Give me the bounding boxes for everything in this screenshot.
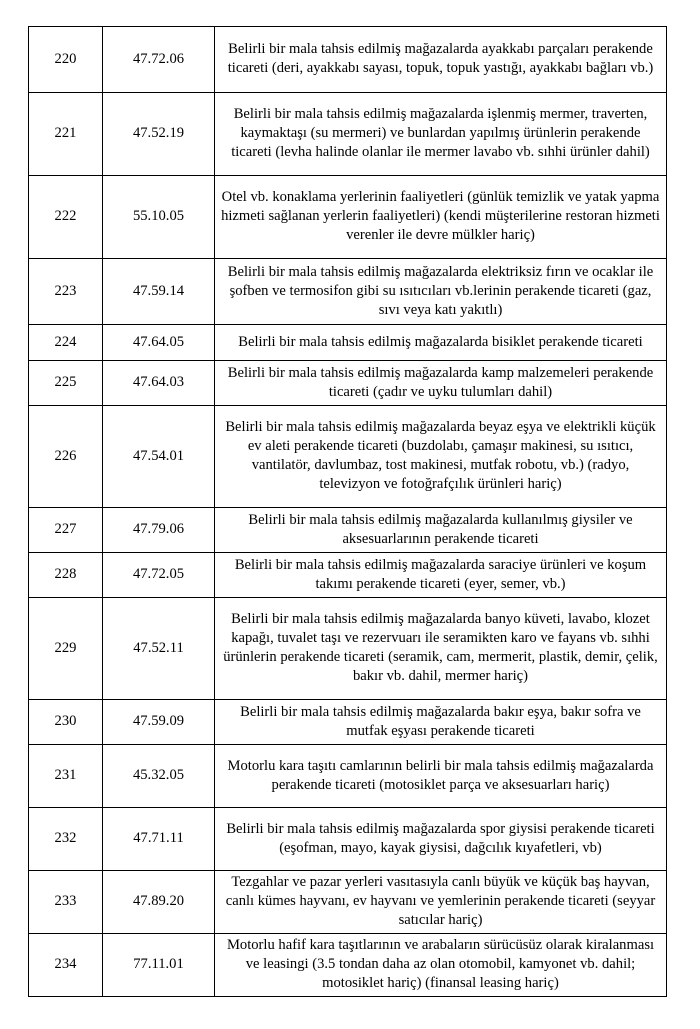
- activity-code: 47.59.14: [103, 259, 215, 325]
- table-row: [29, 93, 667, 176]
- table-row: [29, 176, 667, 259]
- activity-description: Belirli bir mala tahsis edilmiş mağazalarda ayakkabı parçaları perakende ticareti (deri, ayakkabı sayası, topuk, topuk yastığı, ayakkabı bağları vb.): [215, 27, 667, 93]
- activity-description: Belirli bir mala tahsis edilmiş mağazalarda kamp malzemeleri perakende ticareti (çadır ve uyku tulumları dahil): [215, 361, 667, 406]
- activity-description: Belirli bir mala tahsis edilmiş mağazalarda işlenmiş mermer, traverten, kaymaktaşı (su mermeri) ve bunlardan yapılmış ürünlerin perakende ticareti (levha halinde olanlar ile mermer lavabo vb. sıhhi ürünler dahil): [215, 93, 667, 176]
- activity-code: 47.64.03: [103, 361, 215, 406]
- row-number: 228: [29, 553, 103, 598]
- row-number: 227: [29, 508, 103, 553]
- activity-description: Belirli bir mala tahsis edilmiş mağazalarda elektriksiz fırın ve ocaklar ile şofben ve termosifon gibi su ısıtıcıları vb.lerinin perakende ticareti (gaz, sıvı veya katı yakıtlı): [215, 259, 667, 325]
- activity-description: Belirli bir mala tahsis edilmiş mağazalarda beyaz eşya ve elektrikli küçük ev aleti perakende ticareti (buzdolabı, çamaşır makinesi, su ısıtıcı, vantilatör, davlumbaz, tost makinesi, mutfak robotu, vb.) (radyo, televizyon ve fotoğrafçılık ürünleri hariç): [215, 406, 667, 508]
- activity-description: Otel vb. konaklama yerlerinin faaliyetleri (günlük temizlik ve yatak yapma hizmeti sağlanan yerlerin faaliyetleri) (kendi müşterilerine restoran hizmeti verenler ile devre mülkler hariç): [215, 176, 667, 259]
- activity-description: Belirli bir mala tahsis edilmiş mağazalarda bisiklet perakende ticareti: [215, 325, 667, 361]
- row-number: 233: [29, 871, 103, 934]
- table-row: [29, 700, 667, 745]
- row-number: 229: [29, 598, 103, 700]
- row-number: 221: [29, 93, 103, 176]
- activity-code: 47.52.11: [103, 598, 215, 700]
- activity-code-table: [28, 26, 667, 997]
- row-number: 223: [29, 259, 103, 325]
- table-row: [29, 508, 667, 553]
- activity-code: 47.54.01: [103, 406, 215, 508]
- row-number: 220: [29, 27, 103, 93]
- row-number: 224: [29, 325, 103, 361]
- table-row: [29, 598, 667, 700]
- activity-description: Belirli bir mala tahsis edilmiş mağazalarda bakır eşya, bakır sofra ve mutfak eşyası perakende ticareti: [215, 700, 667, 745]
- activity-code: 47.89.20: [103, 871, 215, 934]
- table-row: [29, 745, 667, 808]
- activity-code: 47.79.06: [103, 508, 215, 553]
- row-number: 226: [29, 406, 103, 508]
- activity-description: Belirli bir mala tahsis edilmiş mağazalarda spor giysisi perakende ticareti (eşofman, mayo, kayak giysisi, dağcılık kıyafetleri, vb): [215, 808, 667, 871]
- activity-code: 45.32.05: [103, 745, 215, 808]
- table-row: [29, 27, 667, 93]
- activity-code: 47.64.05: [103, 325, 215, 361]
- activity-code: 47.72.05: [103, 553, 215, 598]
- table-row: [29, 934, 667, 997]
- row-number: 222: [29, 176, 103, 259]
- table-body: [29, 27, 667, 997]
- activity-description: Tezgahlar ve pazar yerleri vasıtasıyla canlı büyük ve küçük baş hayvan, canlı kümes hayvanı, ev hayvanı ve yemlerinin perakende ticareti (seyyar satıcılar hariç): [215, 871, 667, 934]
- activity-description: Belirli bir mala tahsis edilmiş mağazalarda saraciye ürünleri ve koşum takımı perakende ticareti (eyer, semer, vb.): [215, 553, 667, 598]
- table-row: [29, 808, 667, 871]
- row-number: 230: [29, 700, 103, 745]
- activity-code: 47.71.11: [103, 808, 215, 871]
- activity-code: 55.10.05: [103, 176, 215, 259]
- row-number: 234: [29, 934, 103, 997]
- activity-description: Belirli bir mala tahsis edilmiş mağazalarda banyo küveti, lavabo, klozet kapağı, tuvalet taşı ve rezervuarı ile seramikten karo ve fayans vb. sıhhi ürünlerin perakende ticareti (seramik, cam, mermerit, plastik, demir, çelik, bakır vb. dahil, mermer hariç): [215, 598, 667, 700]
- row-number: 231: [29, 745, 103, 808]
- table-row: [29, 259, 667, 325]
- table-row: [29, 361, 667, 406]
- activity-description: Motorlu kara taşıtı camlarının belirli bir mala tahsis edilmiş mağazalarda perakende ticareti (motosiklet parça ve aksesuarları hariç): [215, 745, 667, 808]
- activity-description: Belirli bir mala tahsis edilmiş mağazalarda kullanılmış giysiler ve aksesuarlarının perakende ticareti: [215, 508, 667, 553]
- table-row: [29, 325, 667, 361]
- table-row: [29, 406, 667, 508]
- row-number: 232: [29, 808, 103, 871]
- table-row: [29, 871, 667, 934]
- activity-code: 47.59.09: [103, 700, 215, 745]
- activity-code: 47.72.06: [103, 27, 215, 93]
- activity-code: 47.52.19: [103, 93, 215, 176]
- activity-code: 77.11.01: [103, 934, 215, 997]
- activity-description: Motorlu hafif kara taşıtlarının ve arabaların sürücüsüz olarak kiralanması ve leasingi (3.5 tondan daha az olan otomobil, kamyonet vb. dahil; motosiklet hariç) (finansal leasing hariç): [215, 934, 667, 997]
- table-row: [29, 553, 667, 598]
- row-number: 225: [29, 361, 103, 406]
